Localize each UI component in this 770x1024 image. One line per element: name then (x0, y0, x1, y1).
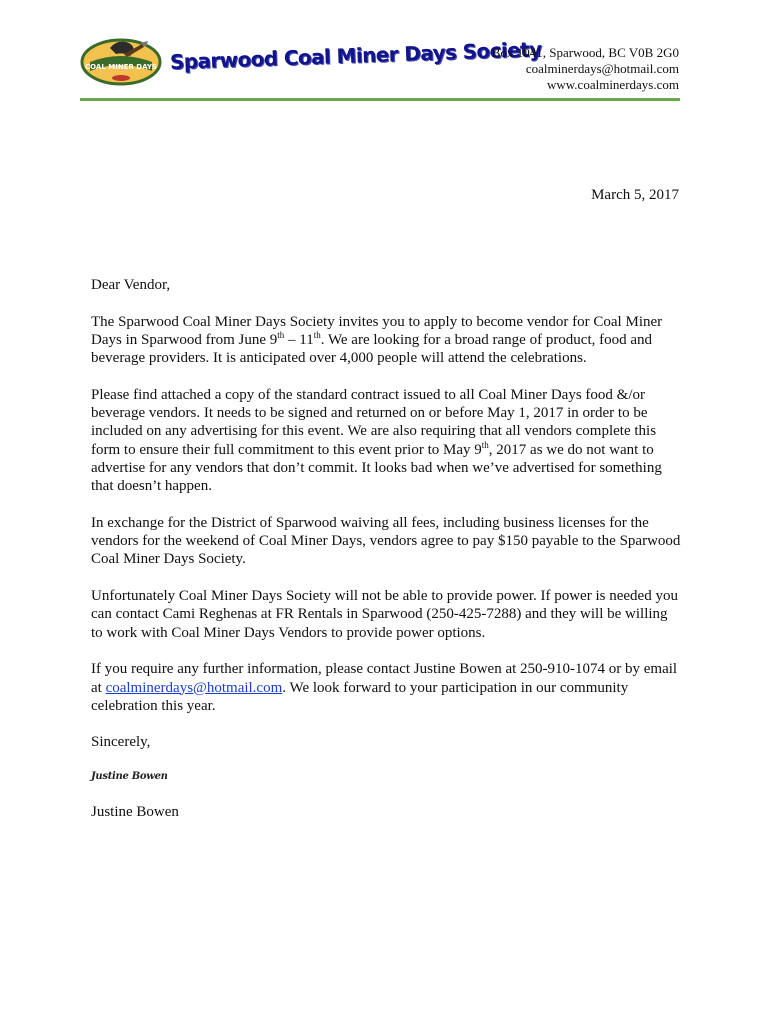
logo-banner-text: COAL MINER DAYS (85, 63, 157, 71)
closing: Sincerely, (91, 734, 151, 751)
paragraph-invitation: The Sparwood Coal Miner Days Society invites you to apply to become vendor for Coal Miner Days in Sparwood from June 9th – 11th. We are looking for a broad range of product, food and beverage providers. It is anticipated over 4,000 people will attend the celebrations. (91, 313, 663, 367)
letter-body (91, 276, 681, 770)
handwritten-signature: Justine Bowen (91, 771, 168, 782)
paragraph-contact: If you require any further information, please contact Justine Bowen at 250-910-1074 or by email at coalminerdays@hotmail.com. We look forward to your participation in our community celebration this year. (91, 661, 678, 714)
contact-block (492, 45, 679, 93)
paragraph-contract: Please find attached a copy of the standard contract issued to all Coal Miner Days food &/or beverage vendors. It needs to be signed and returned on or before May 1, 2017 in order to be included on any advertising for this event. We are also requiring that all vendors complete this form to ensure their full commitment to this event prior to May 9th, 2017 as we do not want to advertise for any vendors that don’t commit. It looks bad when we’ve advertised for something that doesn’t happen. (91, 386, 662, 495)
paragraph-fees: In exchange for the District of Sparwood waiving all fees, including business licenses for the vendors for the weekend of Coal Miner Days, vendors agree to pay $150 payable to the Sparwood Coal Miner Days Society. (91, 514, 681, 568)
signer-name: Justine Bowen (91, 804, 179, 820)
organization-name: Sparwood Coal Miner Days Society (169, 37, 542, 74)
mailing-address: Box 1041, Sparwood, BC V0B 2G0 (491, 45, 679, 60)
website-address: www.coalminerdays.com (546, 77, 679, 92)
letter-date: March 5, 2017 (591, 187, 679, 203)
email-link[interactable]: coalminerdays@hotmail.com (105, 679, 283, 696)
letterhead-divider (80, 98, 680, 101)
paragraph-power: Unfortunately Coal Miner Days Society will not be able to provide power. If power is needed you can contact Cami Reghenas at FR Rentals in Sparwood (250-425-7288) and they will be willing to work with Coal Miner Days Vendors to provide power options. (91, 588, 678, 641)
salutation: Dear Vendor, (91, 277, 171, 293)
contact-email: coalminerdays@hotmail.com (525, 61, 679, 76)
coal-miner-days-logo (80, 36, 162, 86)
